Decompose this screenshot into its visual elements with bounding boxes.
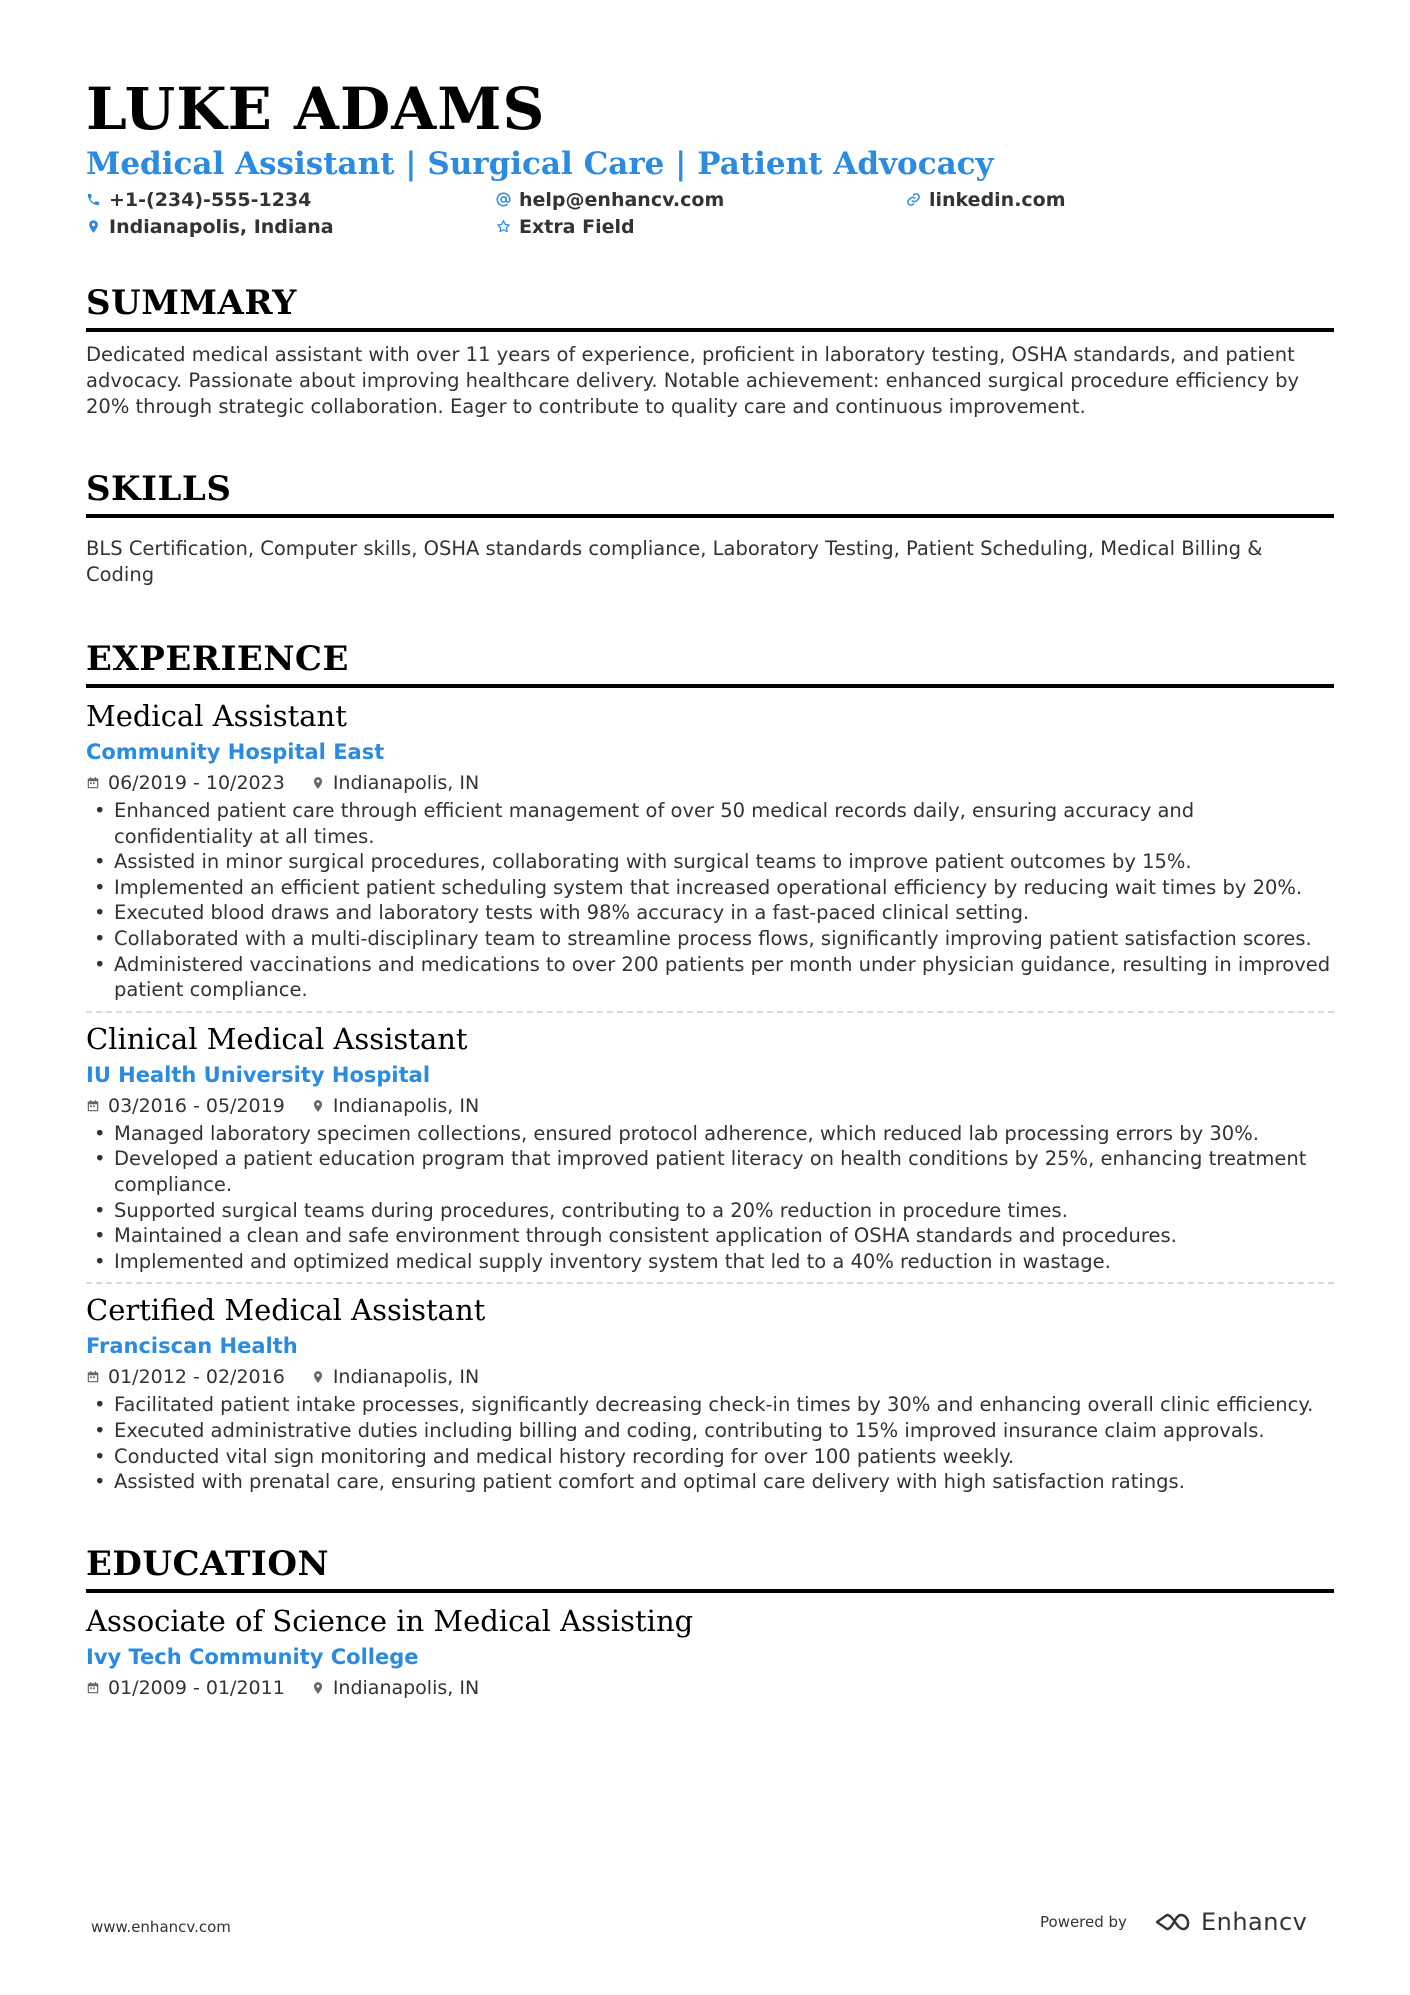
- contact-linkedin[interactable]: [906, 188, 1334, 211]
- bullet-item: • Assisted with prenatal care, ensuring patient comfort and optimal care delivery with high satisfaction ratings.: [86, 1469, 1334, 1495]
- job-bullets: [86, 798, 1334, 1003]
- map-pin-icon: [311, 776, 325, 790]
- job-dates: 01/2012 - 02/2016: [108, 1366, 285, 1389]
- company-name: IU Health University Hospital: [86, 1062, 431, 1087]
- contact-location: [86, 215, 496, 238]
- section-divider: [86, 684, 1334, 688]
- email-text: help@enhancv.com: [519, 188, 725, 211]
- education-meta: [86, 1675, 1334, 1701]
- enhancv-logo-icon: [1153, 1911, 1193, 1933]
- bullet-item: • Implemented and optimized medical supply inventory system that led to a 40% reduction in wastage.: [86, 1249, 1334, 1275]
- bullet-item: • Executed blood draws and laboratory tests with 98% accuracy in a fast-paced clinical setting.: [86, 900, 1334, 926]
- contact-email[interactable]: [496, 188, 906, 211]
- section-divider: [86, 1589, 1334, 1593]
- summary-text: Dedicated medical assistant with over 11 years of experience, proficient in laboratory testing, OSHA standards, and patient advocacy. Passionate about improving healthcare delivery. Notable achievement: enhanced surgical procedure efficiency by 20% through strategic collaboration. Eager to contribute to quality care and continuous improvement.: [86, 343, 1300, 418]
- education-dates: 01/2009 - 01/2011: [108, 1676, 285, 1699]
- experience-entry: [86, 1292, 1334, 1494]
- resume-header: [86, 76, 1334, 238]
- bullet-item: • Maintained a clean and safe environment through consistent application of OSHA standards and procedures.: [86, 1223, 1334, 1249]
- phone-icon: [86, 192, 101, 207]
- map-pin-icon: [86, 219, 101, 234]
- extra-field-text: Extra Field: [519, 215, 635, 238]
- experience-entry: [86, 1021, 1334, 1275]
- job-title: Certified Medical Assistant: [86, 1293, 486, 1328]
- contact-info: [86, 188, 1334, 238]
- degree-title: Associate of Science in Medical Assisting: [86, 1603, 694, 1638]
- bullet-item: • Enhanced patient care through efficient management of over 50 medical records daily, ensuring accuracy and confidentiality at all times.: [86, 798, 1334, 849]
- job-title: Medical Assistant: [86, 699, 347, 733]
- job-meta: [86, 1364, 1334, 1390]
- bullet-item: • Executed administrative duties including billing and coding, contributing to 15% improved insurance claim approvals.: [86, 1418, 1334, 1444]
- footer-branding: [1040, 1908, 1307, 1936]
- summary-title: SUMMARY: [86, 283, 297, 323]
- company-name: Community Hospital East: [86, 740, 385, 764]
- experience-title: EXPERIENCE: [86, 639, 349, 679]
- job-dates: 06/2019 - 10/2023: [108, 772, 285, 794]
- skills-title: SKILLS: [86, 469, 232, 509]
- job-location: Indianapolis, IN: [332, 772, 480, 794]
- job-meta: [86, 1093, 1334, 1119]
- star-icon: [496, 219, 511, 234]
- entry-divider: [86, 1011, 1334, 1013]
- bullet-item: • Managed laboratory specimen collections, ensured protocol adherence, which reduced lab processing errors by 30%.: [86, 1121, 1334, 1147]
- school-name: Ivy Tech Community College: [86, 1644, 419, 1669]
- bullet-item: • Collaborated with a multi-disciplinary team to streamline process flows, significantly improving patient satisfaction scores.: [86, 926, 1334, 952]
- calendar-icon: [86, 1099, 100, 1113]
- experience-section: [86, 638, 1334, 1495]
- company-name: Franciscan Health: [86, 1334, 298, 1359]
- at-sign-icon: [496, 192, 511, 207]
- bullet-item: • Conducted vital sign monitoring and medical history recording for over 100 patients weekly.: [86, 1444, 1334, 1470]
- job-bullets: [86, 1392, 1334, 1494]
- calendar-icon: [86, 776, 100, 790]
- education-section: [86, 1543, 1334, 1701]
- map-pin-icon: [311, 1099, 325, 1113]
- job-location: Indianapolis, IN: [332, 1366, 480, 1389]
- education-title: EDUCATION: [86, 1543, 330, 1584]
- bullet-item: • Developed a patient education program that improved patient literacy on health conditions by 25%, enhancing treatment compliance.: [86, 1146, 1334, 1197]
- entry-divider: [86, 1282, 1334, 1284]
- section-divider: [86, 328, 1334, 332]
- powered-by-label: Powered by: [1040, 1913, 1127, 1931]
- job-dates: 03/2016 - 05/2019: [108, 1094, 285, 1117]
- link-icon: [906, 192, 921, 207]
- contact-phone: [86, 188, 496, 211]
- job-title: Clinical Medical Assistant: [86, 1021, 468, 1056]
- job-location: Indianapolis, IN: [332, 1094, 480, 1117]
- skills-text: BLS Certification, Computer skills, OSHA standards compliance, Laboratory Testing, Patient Scheduling, Medical Billing & Coding: [86, 537, 1263, 586]
- job-bullets: [86, 1121, 1334, 1275]
- education-location: Indianapolis, IN: [332, 1676, 480, 1699]
- phone-text: +1-(234)-555-1234: [109, 188, 312, 211]
- linkedin-text: linkedin.com: [929, 188, 1066, 211]
- footer-website[interactable]: www.enhancv.com: [91, 1918, 231, 1936]
- bullet-item: • Supported surgical teams during procedures, contributing to a 20% reduction in procedure times.: [86, 1198, 1334, 1224]
- calendar-icon: [86, 1370, 100, 1384]
- map-pin-icon: [311, 1681, 325, 1695]
- bullet-item: • Facilitated patient intake processes, significantly decreasing check-in times by 30% and enhancing overall clinic efficiency.: [86, 1392, 1334, 1418]
- summary-section: [86, 282, 1334, 420]
- resume-page: [86, 76, 1334, 1701]
- candidate-headline: Medical Assistant | Surgical Care | Patient Advocacy: [86, 146, 994, 182]
- job-meta: [86, 770, 1334, 796]
- bullet-item: • Implemented an efficient patient scheduling system that increased operational efficiency by reducing wait times by 20%.: [86, 875, 1334, 901]
- section-divider: [86, 514, 1334, 518]
- calendar-icon: [86, 1681, 100, 1695]
- skills-section: [86, 468, 1334, 588]
- candidate-name: LUKE ADAMS: [86, 75, 546, 143]
- map-pin-icon: [311, 1370, 325, 1384]
- location-text: Indianapolis, Indiana: [109, 215, 334, 238]
- education-entry: [86, 1603, 1334, 1701]
- contact-extra: [496, 215, 906, 238]
- experience-entry: [86, 698, 1334, 1003]
- enhancv-brand-text: Enhancv: [1200, 1908, 1308, 1936]
- bullet-item: • Administered vaccinations and medications to over 200 patients per month under physician guidance, resulting in improved patient compliance.: [86, 952, 1334, 1003]
- bullet-item: • Assisted in minor surgical procedures, collaborating with surgical teams to improve patient outcomes by 15%.: [86, 849, 1334, 875]
